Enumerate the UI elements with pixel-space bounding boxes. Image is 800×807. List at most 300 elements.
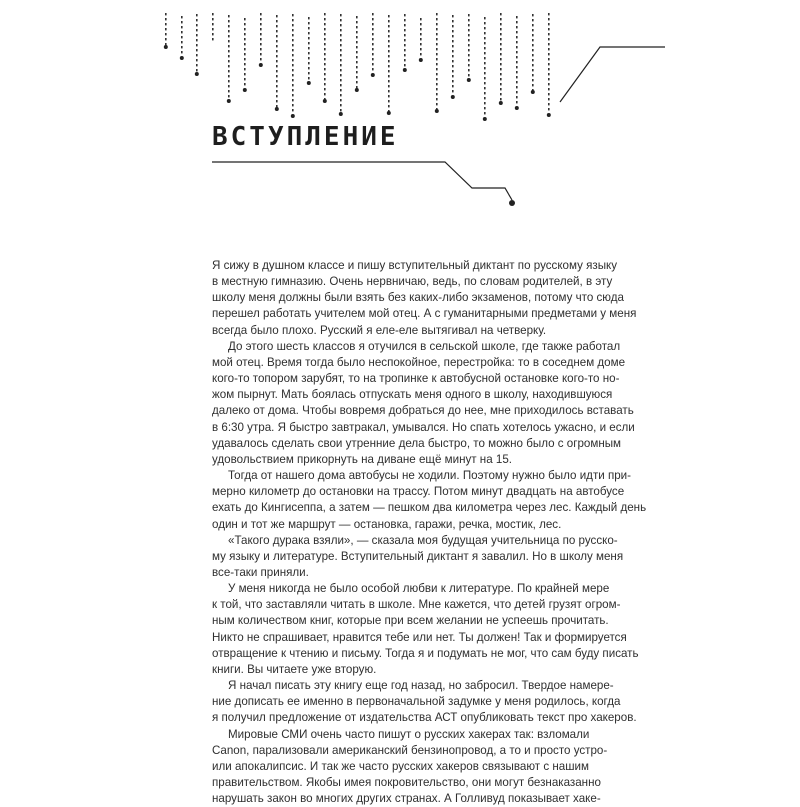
- text-line: или апокалипсис. И так же часто русских хакеров связывают с нашим: [212, 759, 589, 773]
- dot-segment: [532, 19, 534, 21]
- dot-segment: [340, 44, 342, 46]
- dot-segment: [388, 95, 390, 97]
- dot-segment: [165, 28, 167, 30]
- dot-segment: [340, 94, 342, 96]
- dot-segment: [548, 98, 550, 100]
- dot-segment: [292, 39, 294, 41]
- dot-segment: [516, 61, 518, 63]
- dot-segment: [468, 29, 470, 31]
- dot-segment: [276, 20, 278, 22]
- dot-segment: [181, 36, 183, 38]
- dot-segment: [292, 69, 294, 71]
- dot-segment: [436, 68, 438, 70]
- dot-segment: [196, 24, 198, 26]
- dot-segment: [356, 41, 358, 43]
- dot-segment: [244, 68, 246, 70]
- dot-segment: [324, 53, 326, 55]
- dot-segment: [500, 23, 502, 25]
- dot-segment: [404, 29, 406, 31]
- circuit-line-lower: [212, 162, 512, 200]
- dot-segment: [484, 107, 486, 109]
- dot-segment: [324, 68, 326, 70]
- dot-segment: [484, 67, 486, 69]
- dot-terminal: [243, 88, 247, 92]
- dot-segment: [452, 60, 454, 62]
- dot-segment: [372, 43, 374, 45]
- dot-segment: [356, 61, 358, 63]
- dot-segment: [340, 14, 342, 16]
- dot-segment: [196, 64, 198, 66]
- dot-segment: [500, 18, 502, 20]
- dot-segment: [324, 33, 326, 35]
- dot-segment: [548, 83, 550, 85]
- dot-segment: [260, 13, 262, 15]
- dot-segment: [452, 15, 454, 17]
- dot-segment: [340, 64, 342, 66]
- dot-segment: [308, 17, 310, 19]
- dot-segment: [324, 88, 326, 90]
- text-line: мерно километр до остановки на трассу. Потом минут двадцать на автобусе: [212, 485, 625, 499]
- dot-segment: [228, 25, 230, 27]
- dot-segment: [500, 98, 502, 100]
- dot-segment: [452, 40, 454, 42]
- binary-dot-columns: [164, 13, 551, 121]
- dot-segment: [516, 56, 518, 58]
- dot-segment: [500, 53, 502, 55]
- dot-segment: [452, 65, 454, 67]
- dot-segment: [404, 19, 406, 21]
- dot-segment: [276, 100, 278, 102]
- dot-segment: [420, 53, 422, 55]
- dot-segment: [436, 13, 438, 15]
- dot-segment: [340, 74, 342, 76]
- dot-segment: [292, 104, 294, 106]
- dot-segment: [165, 18, 167, 20]
- dot-segment: [468, 54, 470, 56]
- dot-segment: [436, 98, 438, 100]
- dot-segment: [420, 23, 422, 25]
- dot-segment: [181, 46, 183, 48]
- dot-segment: [356, 71, 358, 73]
- dot-segment: [276, 55, 278, 57]
- dot-segment: [228, 60, 230, 62]
- dot-segment: [404, 39, 406, 41]
- dot-segment: [468, 49, 470, 51]
- dot-terminal: [547, 113, 551, 117]
- dot-segment: [308, 42, 310, 44]
- dot-segment: [181, 16, 183, 18]
- circuit-line-upper: [560, 47, 665, 102]
- dot-segment: [308, 32, 310, 34]
- dot-segment: [388, 15, 390, 17]
- dot-segment: [228, 15, 230, 17]
- dot-segment: [516, 46, 518, 48]
- dot-segment: [388, 80, 390, 82]
- dot-terminal: [451, 95, 455, 99]
- text-line: книги. Вы читаете уже вторую.: [212, 662, 377, 676]
- dot-segment: [516, 71, 518, 73]
- dot-segment: [228, 35, 230, 37]
- dot-segment: [276, 45, 278, 47]
- dot-segment: [468, 64, 470, 66]
- dot-segment: [212, 13, 214, 15]
- dot-segment: [532, 34, 534, 36]
- text-line: далеко от дома. Чтобы вовремя добраться до нее, мне приходилось вставать: [212, 404, 634, 418]
- dot-segment: [548, 63, 550, 65]
- dot-segment: [484, 97, 486, 99]
- dot-segment: [548, 68, 550, 70]
- dot-segment: [276, 95, 278, 97]
- dot-segment: [244, 18, 246, 20]
- text-line: мой отец. Время тогда было неспокойное, перестройка: то в соседнем доме: [212, 355, 626, 369]
- dot-segment: [388, 25, 390, 27]
- dot-terminal: [323, 99, 327, 103]
- dot-segment: [404, 44, 406, 46]
- dot-segment: [292, 74, 294, 76]
- chapter-title: ВСТУПЛЕНИЕ: [212, 122, 399, 152]
- dot-segment: [324, 78, 326, 80]
- dot-segment: [356, 56, 358, 58]
- text-line: удавалось сделать свои утренние дела быстро, то можно было с огромным: [212, 436, 622, 450]
- dot-segment: [388, 55, 390, 57]
- dot-segment: [468, 74, 470, 76]
- dot-segment: [516, 16, 518, 18]
- dot-segment: [500, 88, 502, 90]
- text-line: я получил предложение от издательства АСТ опубликовать текст про хакеров.: [212, 711, 637, 725]
- dot-segment: [308, 67, 310, 69]
- dot-segment: [276, 25, 278, 27]
- dot-segment: [292, 99, 294, 101]
- dot-segment: [532, 44, 534, 46]
- dot-segment: [292, 79, 294, 81]
- dot-segment: [228, 80, 230, 82]
- dot-segment: [516, 91, 518, 93]
- dot-segment: [436, 23, 438, 25]
- dot-segment: [292, 84, 294, 86]
- dot-segment: [292, 19, 294, 21]
- dot-segment: [532, 59, 534, 61]
- dot-segment: [324, 93, 326, 95]
- text-line: Я сижу в душном классе и пишу вступительный диктант по русскому языку: [212, 259, 618, 272]
- dot-segment: [196, 34, 198, 36]
- dot-segment: [212, 38, 214, 40]
- dot-segment: [516, 76, 518, 78]
- dot-segment: [244, 43, 246, 45]
- dot-segment: [420, 33, 422, 35]
- dot-segment: [181, 21, 183, 23]
- dot-segment: [452, 35, 454, 37]
- dot-segment: [468, 44, 470, 46]
- dot-segment: [500, 63, 502, 65]
- dot-segment: [548, 33, 550, 35]
- dot-segment: [165, 38, 167, 40]
- dot-segment: [196, 69, 198, 71]
- dot-segment: [436, 78, 438, 80]
- dot-terminal: [483, 117, 487, 121]
- dot-segment: [420, 48, 422, 50]
- dot-segment: [228, 50, 230, 52]
- dot-segment: [436, 83, 438, 85]
- dot-segment: [228, 90, 230, 92]
- dot-segment: [212, 18, 214, 20]
- dot-segment: [548, 38, 550, 40]
- dot-segment: [548, 48, 550, 50]
- dot-segment: [388, 60, 390, 62]
- dot-segment: [532, 64, 534, 66]
- text-line: Тогда от нашего дома автобусы не ходили. Поэтому нужно было идти при-: [228, 469, 632, 483]
- text-line: У меня никогда не было особой любви к литературе. По крайней мере: [228, 582, 610, 596]
- dot-segment: [228, 70, 230, 72]
- dot-terminal: [275, 107, 279, 111]
- dot-segment: [484, 102, 486, 104]
- text-line: Canon, парализовали американский бензинопровод, а то и просто устро-: [212, 743, 608, 757]
- dot-segment: [484, 47, 486, 49]
- dot-segment: [372, 38, 374, 40]
- dot-segment: [516, 81, 518, 83]
- dot-segment: [484, 22, 486, 24]
- dot-segment: [436, 88, 438, 90]
- text-line: нарушать закон во многих других странах. А Голливуд показывает хаке-: [212, 792, 601, 806]
- dot-segment: [372, 68, 374, 70]
- dot-segment: [356, 46, 358, 48]
- dot-segment: [292, 34, 294, 36]
- dot-segment: [260, 18, 262, 20]
- dot-segment: [436, 28, 438, 30]
- text-line: все-таки приняли.: [212, 565, 309, 579]
- dot-segment: [452, 70, 454, 72]
- dot-segment: [228, 20, 230, 22]
- dot-segment: [484, 42, 486, 44]
- dot-segment: [372, 18, 374, 20]
- dot-segment: [324, 38, 326, 40]
- dot-segment: [452, 85, 454, 87]
- dot-segment: [420, 43, 422, 45]
- dot-segment: [276, 40, 278, 42]
- dot-segment: [340, 104, 342, 106]
- dot-segment: [468, 24, 470, 26]
- dot-segment: [340, 59, 342, 61]
- dot-segment: [548, 103, 550, 105]
- dot-segment: [484, 17, 486, 19]
- text-line: ние дописать ее именно в первоначальной задумке у меня родилось, когда: [212, 695, 621, 709]
- dot-segment: [228, 30, 230, 32]
- dot-segment: [228, 55, 230, 57]
- dot-segment: [356, 66, 358, 68]
- dot-segment: [308, 27, 310, 29]
- dot-segment: [372, 58, 374, 60]
- dot-segment: [404, 34, 406, 36]
- text-line: ным количеством книг, которые при всем желании не успеешь прочитать.: [212, 614, 609, 628]
- dot-segment: [436, 48, 438, 50]
- dot-segment: [308, 52, 310, 54]
- dot-segment: [292, 44, 294, 46]
- dot-segment: [388, 90, 390, 92]
- dot-segment: [324, 23, 326, 25]
- dot-segment: [500, 13, 502, 15]
- dot-segment: [244, 58, 246, 60]
- dot-segment: [420, 38, 422, 40]
- dot-segment: [500, 83, 502, 85]
- dot-segment: [484, 32, 486, 34]
- dot-segment: [244, 28, 246, 30]
- dot-segment: [548, 23, 550, 25]
- dot-segment: [548, 88, 550, 90]
- dot-segment: [228, 95, 230, 97]
- dot-segment: [532, 79, 534, 81]
- dot-segment: [548, 58, 550, 60]
- dot-segment: [292, 29, 294, 31]
- dot-segment: [516, 21, 518, 23]
- dot-segment: [292, 89, 294, 91]
- text-line: один и тот же маршрут — остановка, гаражи, речка, мостик, лес.: [212, 517, 562, 531]
- dot-segment: [500, 43, 502, 45]
- text-line: кого-то топором зарубят, то на тропинке к автобусной остановке кого-то но-: [212, 372, 620, 386]
- dot-segment: [324, 48, 326, 50]
- dot-segment: [356, 51, 358, 53]
- dot-segment: [244, 78, 246, 80]
- dot-terminal: [355, 88, 359, 92]
- dot-segment: [436, 33, 438, 35]
- dot-segment: [292, 59, 294, 61]
- dot-segment: [308, 62, 310, 64]
- dot-segment: [356, 81, 358, 83]
- dot-segment: [468, 19, 470, 21]
- dot-segment: [548, 78, 550, 80]
- dot-segment: [292, 49, 294, 51]
- dot-segment: [340, 109, 342, 111]
- dot-terminal: [371, 73, 375, 77]
- dot-segment: [388, 40, 390, 42]
- dot-segment: [484, 37, 486, 39]
- dot-segment: [436, 38, 438, 40]
- dot-segment: [340, 49, 342, 51]
- dot-terminal: [467, 78, 471, 82]
- dot-segment: [292, 64, 294, 66]
- dot-segment: [468, 69, 470, 71]
- dot-terminal: [259, 63, 263, 67]
- circuit-decoration: [0, 0, 800, 260]
- dot-segment: [276, 80, 278, 82]
- dot-terminal: [499, 101, 503, 105]
- dot-terminal: [419, 58, 423, 62]
- dot-segment: [292, 54, 294, 56]
- dot-segment: [308, 47, 310, 49]
- dot-segment: [516, 36, 518, 38]
- dot-segment: [260, 28, 262, 30]
- dot-segment: [356, 76, 358, 78]
- dot-segment: [468, 39, 470, 41]
- dot-segment: [404, 64, 406, 66]
- dot-segment: [276, 65, 278, 67]
- dot-segment: [276, 35, 278, 37]
- dot-segment: [244, 38, 246, 40]
- dot-segment: [548, 53, 550, 55]
- dot-segment: [452, 55, 454, 57]
- chapter-body: [212, 258, 647, 807]
- dot-segment: [308, 22, 310, 24]
- dot-segment: [260, 48, 262, 50]
- dot-segment: [292, 94, 294, 96]
- dot-segment: [340, 84, 342, 86]
- dot-segment: [340, 19, 342, 21]
- dot-segment: [532, 49, 534, 51]
- dot-segment: [404, 14, 406, 16]
- dot-segment: [452, 75, 454, 77]
- dot-terminal: [195, 72, 199, 76]
- dot-segment: [340, 39, 342, 41]
- dot-segment: [404, 54, 406, 56]
- dot-segment: [484, 77, 486, 79]
- dot-segment: [532, 24, 534, 26]
- dot-segment: [324, 73, 326, 75]
- dot-segment: [228, 65, 230, 67]
- text-line: жом пырнут. Мать боялась отпускать меня одного в школу, находившуюся: [212, 388, 613, 402]
- dot-segment: [484, 112, 486, 114]
- dot-segment: [516, 66, 518, 68]
- dot-segment: [404, 24, 406, 26]
- dot-segment: [212, 23, 214, 25]
- dot-segment: [276, 90, 278, 92]
- text-line: к той, что заставляли читать в школе. Мне кажется, что детей грузят огром-: [212, 598, 621, 612]
- dot-segment: [500, 73, 502, 75]
- dot-segment: [500, 48, 502, 50]
- dot-segment: [196, 39, 198, 41]
- dot-segment: [292, 109, 294, 111]
- dot-segment: [436, 63, 438, 65]
- dot-segment: [372, 13, 374, 15]
- dot-segment: [516, 41, 518, 43]
- dot-segment: [324, 63, 326, 65]
- dot-terminal: [531, 90, 535, 94]
- dot-segment: [484, 62, 486, 64]
- dot-segment: [165, 33, 167, 35]
- dot-segment: [260, 23, 262, 25]
- dot-segment: [324, 28, 326, 30]
- dot-segment: [260, 53, 262, 55]
- dot-segment: [276, 60, 278, 62]
- dot-segment: [388, 85, 390, 87]
- dot-segment: [340, 54, 342, 56]
- dot-segment: [340, 89, 342, 91]
- text-line: Я начал писать эту книгу еще год назад, но забросил. Твердое намере-: [228, 679, 614, 693]
- dot-terminal: [180, 56, 184, 60]
- dot-segment: [212, 33, 214, 35]
- dot-segment: [548, 43, 550, 45]
- dot-segment: [500, 33, 502, 35]
- dot-segment: [244, 73, 246, 75]
- dot-segment: [308, 77, 310, 79]
- dot-terminal: [227, 99, 231, 103]
- dot-segment: [181, 51, 183, 53]
- dot-segment: [452, 80, 454, 82]
- dot-segment: [452, 30, 454, 32]
- dot-segment: [165, 13, 167, 15]
- dot-segment: [196, 59, 198, 61]
- dot-segment: [388, 75, 390, 77]
- dot-segment: [228, 45, 230, 47]
- dot-segment: [452, 25, 454, 27]
- dot-segment: [196, 54, 198, 56]
- text-line: в местную гимназию. Очень нервничаю, ведь, по словам родителей, в эту: [212, 275, 613, 289]
- dot-segment: [516, 101, 518, 103]
- dot-terminal: [291, 114, 295, 118]
- dot-segment: [181, 26, 183, 28]
- dot-segment: [468, 59, 470, 61]
- text-line: До этого шесть классов я отучился в сельской школе, где также работал: [228, 339, 621, 353]
- text-line: в 6:30 утра. Я быстро завтракал, умывался. Но спать хотелось ужасно, и если: [212, 420, 635, 434]
- dot-terminal: [307, 81, 311, 85]
- dot-segment: [388, 20, 390, 22]
